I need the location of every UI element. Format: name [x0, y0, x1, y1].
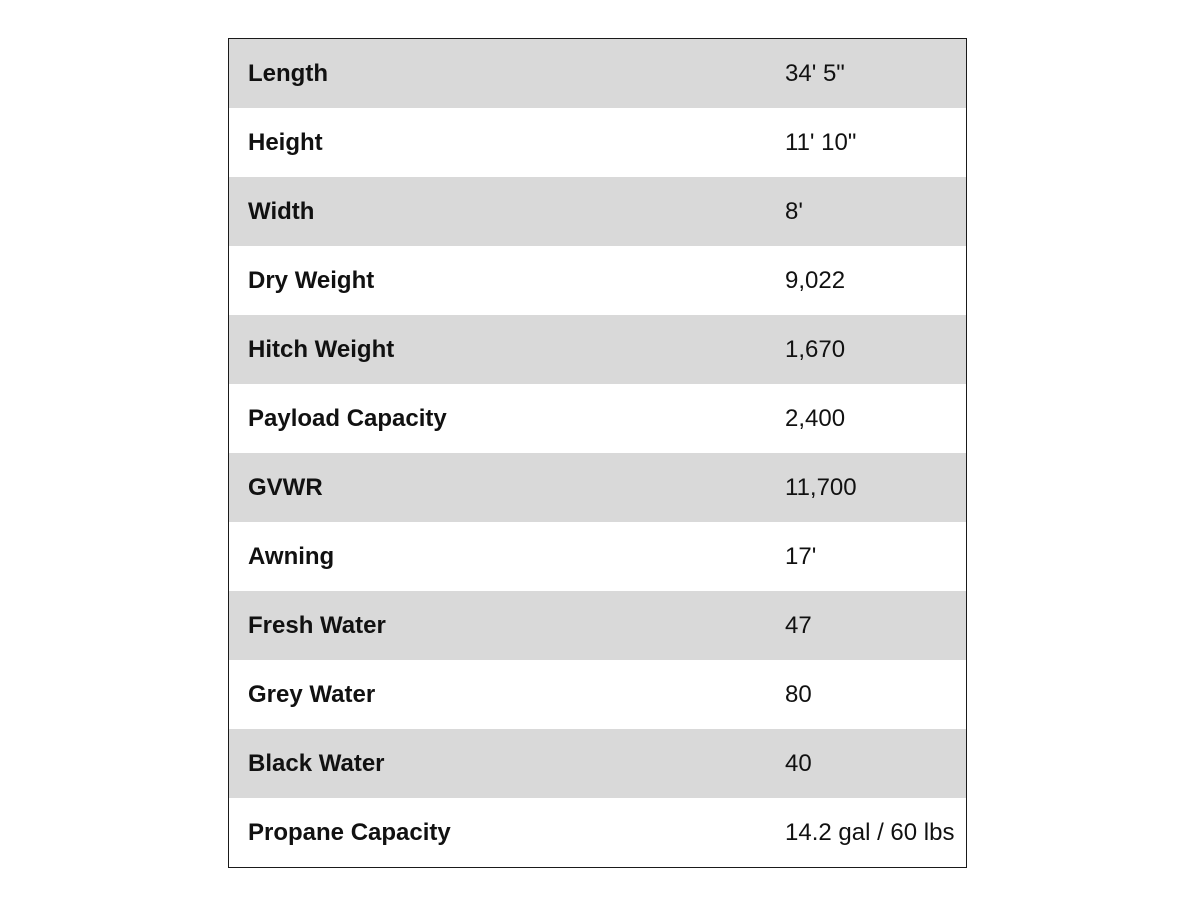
spec-value: 11' 10": [766, 108, 967, 177]
spec-value: 9,022: [766, 246, 967, 315]
spec-label: Payload Capacity: [229, 384, 767, 453]
spec-label: Fresh Water: [229, 591, 767, 660]
table-row: [229, 798, 967, 868]
spec-label: Propane Capacity: [229, 798, 767, 868]
spec-label: Width: [229, 177, 767, 246]
specifications-table: [228, 38, 967, 868]
table-row: [229, 315, 967, 384]
spec-value: 11,700: [766, 453, 967, 522]
spec-value: 80: [766, 660, 967, 729]
spec-value: 17': [766, 522, 967, 591]
table-row: [229, 729, 967, 798]
spec-value: 2,400: [766, 384, 967, 453]
table-row: [229, 591, 967, 660]
table-row: [229, 39, 967, 109]
table-row: [229, 384, 967, 453]
spec-label: Height: [229, 108, 767, 177]
spec-value: 40: [766, 729, 967, 798]
table-row: [229, 108, 967, 177]
spec-label: Awning: [229, 522, 767, 591]
table-row: [229, 453, 967, 522]
spec-value: 1,670: [766, 315, 967, 384]
spec-label: Length: [229, 39, 767, 109]
spec-value: 8': [766, 177, 967, 246]
spec-value: 34' 5": [766, 39, 967, 109]
spec-label: Dry Weight: [229, 246, 767, 315]
table-row: [229, 660, 967, 729]
spec-label: Hitch Weight: [229, 315, 767, 384]
table-row: [229, 246, 967, 315]
spec-label: Black Water: [229, 729, 767, 798]
spec-value: 47: [766, 591, 967, 660]
table-row: [229, 177, 967, 246]
table-row: [229, 522, 967, 591]
spec-label: GVWR: [229, 453, 767, 522]
spec-label: Grey Water: [229, 660, 767, 729]
spec-value: 14.2 gal / 60 lbs: [766, 798, 967, 868]
